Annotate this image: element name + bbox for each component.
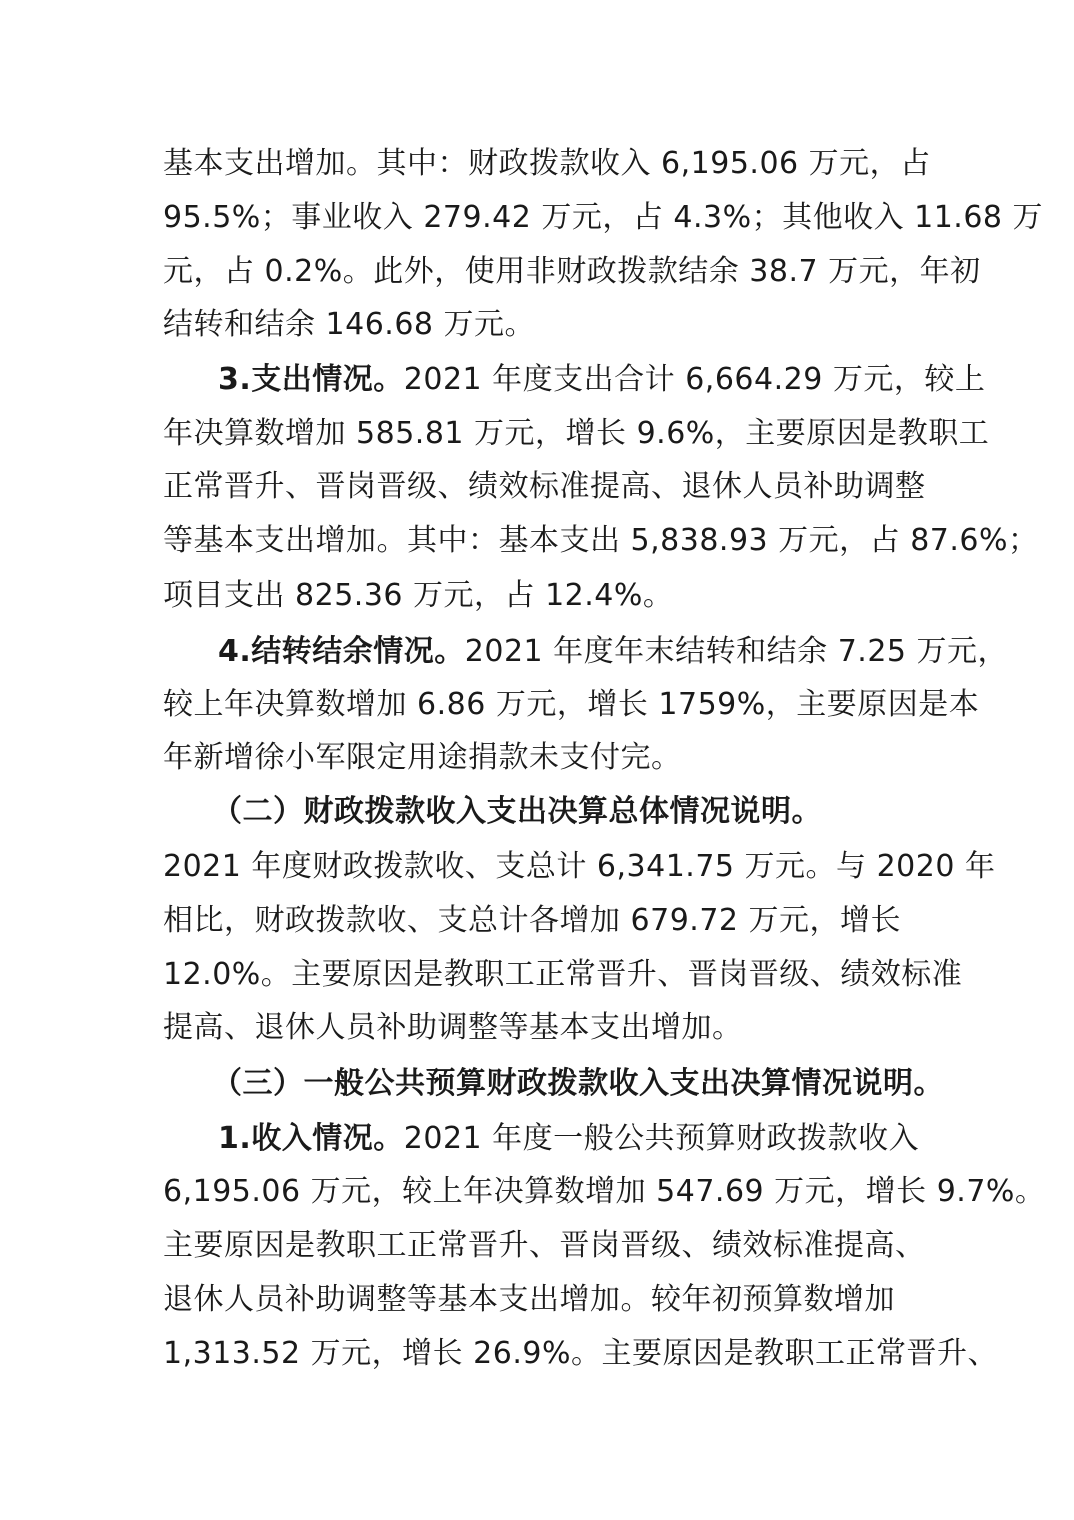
part-3-sub-1-first-line [218,1119,919,1159]
paragraph-line: 1,313.52 万元，增长 26.9%。主要原因是教职工正常晋升、 [163,1336,998,1371]
paragraph-line: 项目支出 825.36 万元，占 12.4%。 [163,578,674,613]
paragraph-text: 2021 年度支出合计 6,664.29 万元，较上 [403,362,986,397]
paragraph-line: 元，占 0.2%。此外，使用非财政拨款结余 38.7 万元，年初 [163,254,981,289]
paragraph-line: 主要原因是教职工正常晋升、晋岗晋级、绩效标准提高、 [163,1228,926,1263]
section-4-first-line [218,632,1008,672]
paragraph-line: 6,195.06 万元，较上年决算数增加 547.69 万元，增长 9.7%。 [163,1174,1046,1209]
paragraph-line: 2021 年度财政拨款收、支总计 6,341.75 万元。与 2020 年 [163,849,996,884]
paragraph-line: 提高、退休人员补助调整等基本支出增加。 [163,1010,743,1045]
section-3-first-line [218,360,985,400]
paragraph-line: 较上年决算数增加 6.86 万元，增长 1759%，主要原因是本 [163,687,980,722]
paragraph-line: 相比，财政拨款收、支总计各增加 679.72 万元，增长 [163,903,902,938]
part-3-heading: （三）一般公共预算财政拨款收入支出决算情况说明。 [212,1066,944,1101]
paragraph-line: 95.5%；事业收入 279.42 万元，占 4.3%；其他收入 11.68 万 [163,200,1044,235]
section-4-heading: 4.结转结余情况。 [218,634,465,669]
paragraph-line: 正常晋升、晋岗晋级、绩效标准提高、退休人员补助调整 [163,469,926,504]
paragraph-line: 等基本支出增加。其中：基本支出 5,838.93 万元，占 87.6%； [163,523,1039,558]
paragraph-line: 基本支出增加。其中：财政拨款收入 6,195.06 万元，占 [163,146,931,181]
paragraph-line: 12.0%。主要原因是教职工正常晋升、晋岗晋级、绩效标准 [163,957,963,992]
part-3-sub-1-heading: 1.收入情况。 [218,1121,404,1156]
part-2-heading: （二）财政拨款收入支出决算总体情况说明。 [212,794,822,829]
paragraph-line: 年决算数增加 585.81 万元，增长 9.6%，主要原因是教职工 [163,416,990,451]
paragraph-text: 2021 年度一般公共预算财政拨款收入 [403,1121,920,1156]
section-3-heading: 3.支出情况。 [218,362,404,397]
paragraph-line: 退休人员补助调整等基本支出增加。较年初预算数增加 [163,1282,895,1317]
paragraph-text: 2021 年度年末结转和结余 7.25 万元， [464,634,1009,669]
paragraph-line: 结转和结余 146.68 万元。 [163,307,536,342]
paragraph-line: 年新增徐小军限定用途捐款未支付完。 [163,740,682,775]
